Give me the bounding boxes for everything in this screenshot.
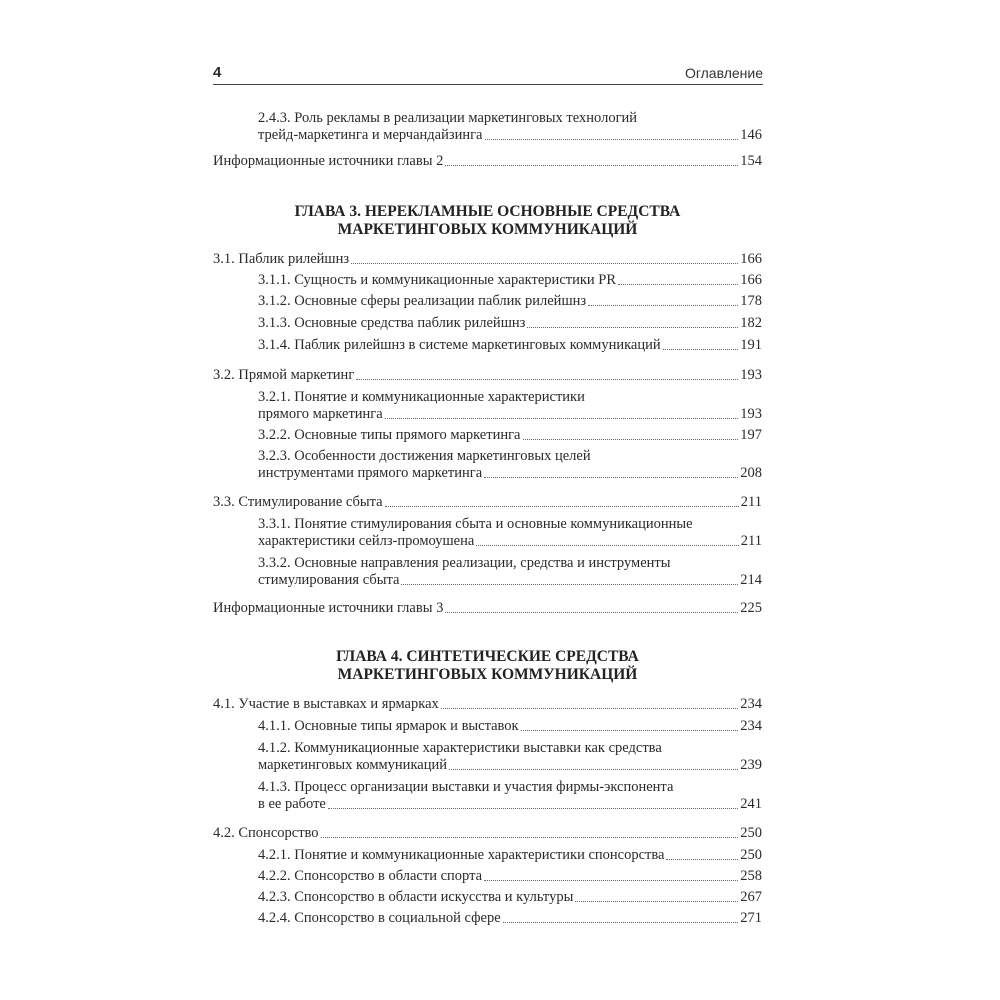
dot-leader <box>523 439 739 440</box>
toc-entry-title: 4.2.4. Спонсорство в социальной сфере <box>258 910 501 926</box>
toc-entry-title-line: 3.3.1. Понятие стимулирования сбыта и основные коммуникационные <box>258 516 693 532</box>
toc-page-number: 182 <box>740 315 762 331</box>
toc-entry-title: 3.3. Стимулирование сбыта <box>213 494 383 510</box>
dot-leader <box>484 477 738 478</box>
toc-page-number: 250 <box>740 847 762 863</box>
toc-entry[interactable] <box>258 337 762 354</box>
dot-leader <box>321 837 739 838</box>
toc-entry-title: трейд-маркетинга и мерчандайзинга <box>258 127 483 143</box>
toc-page-number: 166 <box>740 251 762 267</box>
toc-entry-title-line: 4.1.3. Процесс организации выставки и участия фирмы-экспонента <box>258 779 674 795</box>
toc-entry[interactable] <box>258 910 762 927</box>
dot-leader <box>503 922 739 923</box>
dot-leader <box>476 545 738 546</box>
toc-entry[interactable] <box>213 367 762 384</box>
toc-entry-title: характеристики сейлз-промоушена <box>258 533 475 549</box>
dot-leader <box>484 880 738 881</box>
dot-leader <box>521 730 739 731</box>
toc-page-number: 239 <box>740 757 762 773</box>
toc-page-number: 234 <box>740 696 762 712</box>
toc-entry-title: Информационные источники главы 3 <box>213 600 444 616</box>
dot-leader <box>401 584 738 585</box>
toc-page-number: 211 <box>740 533 762 549</box>
toc-entry[interactable] <box>258 740 762 774</box>
toc-entry-title-line: 3.2.1. Понятие и коммуникационные характеристики <box>258 389 585 405</box>
running-title: Оглавление <box>684 65 763 81</box>
toc-entry-title-line: 3.3.2. Основные направления реализации, средства и инструменты <box>258 555 671 571</box>
toc-entry[interactable] <box>258 889 762 906</box>
toc-page-number: 166 <box>740 272 762 288</box>
toc-entry-title: 4.2.1. Понятие и коммуникационные характеристики спонсорства <box>258 847 665 863</box>
toc-entry[interactable] <box>258 847 762 864</box>
toc-entry-title: прямого маркетинга <box>258 406 383 422</box>
dot-leader <box>328 808 738 809</box>
toc-page-number: 191 <box>740 337 762 353</box>
chapter-heading: МАРКЕТИНГОВЫХ КОММУНИКАЦИЙ <box>337 666 638 683</box>
toc-entry[interactable] <box>213 494 762 511</box>
toc-page-number: 154 <box>740 153 762 169</box>
page-header <box>213 64 763 85</box>
toc-entry[interactable] <box>258 293 762 310</box>
toc-entry[interactable] <box>258 448 762 482</box>
toc-page-number: 258 <box>740 868 762 884</box>
toc-page-number: 267 <box>740 889 762 905</box>
toc-page-number: 211 <box>740 494 762 510</box>
dot-leader <box>445 165 738 166</box>
dot-leader <box>351 263 738 264</box>
dot-leader <box>575 901 738 902</box>
toc-entry-title: 3.1. Паблик рилейшнз <box>213 251 350 267</box>
toc-entry-title: маркетинговых коммуникаций <box>258 757 447 773</box>
toc-entry[interactable] <box>213 153 762 170</box>
toc-entry[interactable] <box>258 315 762 332</box>
toc-entry[interactable] <box>213 251 762 268</box>
toc-entry-title: 3.2.2. Основные типы прямого маркетинга <box>258 427 521 443</box>
dot-leader <box>666 859 738 860</box>
toc-entry[interactable] <box>258 272 762 289</box>
dot-leader <box>663 349 739 350</box>
toc-page-number: 250 <box>740 825 762 841</box>
dot-leader <box>445 612 738 613</box>
dot-leader <box>618 284 738 285</box>
dot-leader <box>449 769 738 770</box>
chapter-heading: ГЛАВА 3. НЕРЕКЛАМНЫЕ ОСНОВНЫЕ СРЕДСТВА <box>294 203 681 220</box>
chapter-heading: МАРКЕТИНГОВЫХ КОММУНИКАЦИЙ <box>337 221 638 238</box>
toc-entry-title: стимулирования сбыта <box>258 572 400 588</box>
toc-page-number: 197 <box>740 427 762 443</box>
toc-page-number: 225 <box>740 600 762 616</box>
toc-entry-title: инструментами прямого маркетинга <box>258 465 483 481</box>
toc-entry-title: 3.1.2. Основные сферы реализации паблик рилейшнз <box>258 293 587 309</box>
toc-entry-title: Информационные источники главы 2 <box>213 153 444 169</box>
dot-leader <box>441 708 739 709</box>
toc-entry-title-line: 4.1.2. Коммуникационные характеристики выставки как средства <box>258 740 662 756</box>
toc-entry-title: 4.2.3. Спонсорство в области искусства и культуры <box>258 889 574 905</box>
toc-entry-title: 4.1. Участие в выставках и ярмарках <box>213 696 439 712</box>
toc-entry-title-line: 3.2.3. Особенности достижения маркетинговых целей <box>258 448 591 464</box>
toc-entry-title: 4.1.1. Основные типы ярмарок и выставок <box>258 718 519 734</box>
dot-leader <box>588 305 738 306</box>
toc-page-number: 193 <box>740 406 762 422</box>
toc-entry[interactable] <box>213 825 762 842</box>
dot-leader <box>385 506 739 507</box>
dot-leader <box>385 418 739 419</box>
toc-entry[interactable] <box>258 779 762 813</box>
toc-entry[interactable] <box>258 868 762 885</box>
toc-entry-title-line: 2.4.3. Роль рекламы в реализации маркетинговых технологий <box>258 110 638 126</box>
chapter-heading: ГЛАВА 4. СИНТЕТИЧЕСКИЕ СРЕДСТВА <box>336 648 639 665</box>
toc-page-number: 178 <box>740 293 762 309</box>
toc-entry-title: 3.1.3. Основные средства паблик рилейшнз <box>258 315 526 331</box>
toc-page-number: 193 <box>740 367 762 383</box>
toc-entry-title: 4.2.2. Спонсорство в области спорта <box>258 868 483 884</box>
toc-entry-title: в ее работе <box>258 796 326 812</box>
dot-leader <box>527 327 738 328</box>
toc-page-number: 234 <box>740 718 762 734</box>
toc-entry-title: 3.1.1. Сущность и коммуникационные характеристики PR <box>258 272 617 288</box>
dot-leader <box>485 139 739 140</box>
toc-entry[interactable] <box>258 555 762 589</box>
toc-entry-title: 4.2. Спонсорство <box>213 825 319 841</box>
dot-leader <box>356 379 738 380</box>
toc-entry-title: 3.1.4. Паблик рилейшнз в системе маркетинговых коммуникаций <box>258 337 661 353</box>
page-number: 4 <box>213 64 222 81</box>
toc-entry[interactable] <box>258 389 762 423</box>
toc-entry[interactable] <box>258 427 762 444</box>
toc-entry-title: 3.2. Прямой маркетинг <box>213 367 355 383</box>
toc-page-number: 271 <box>740 910 762 926</box>
toc-entry[interactable] <box>258 110 762 144</box>
toc-entry[interactable] <box>213 600 762 617</box>
toc-page-number: 241 <box>740 796 762 812</box>
toc-entry[interactable] <box>213 696 762 713</box>
toc-page-number: 146 <box>740 127 762 143</box>
toc-entry[interactable] <box>258 516 762 550</box>
toc-entry[interactable] <box>258 718 762 735</box>
toc-page-number: 208 <box>740 465 762 481</box>
toc-page-number: 214 <box>740 572 762 588</box>
